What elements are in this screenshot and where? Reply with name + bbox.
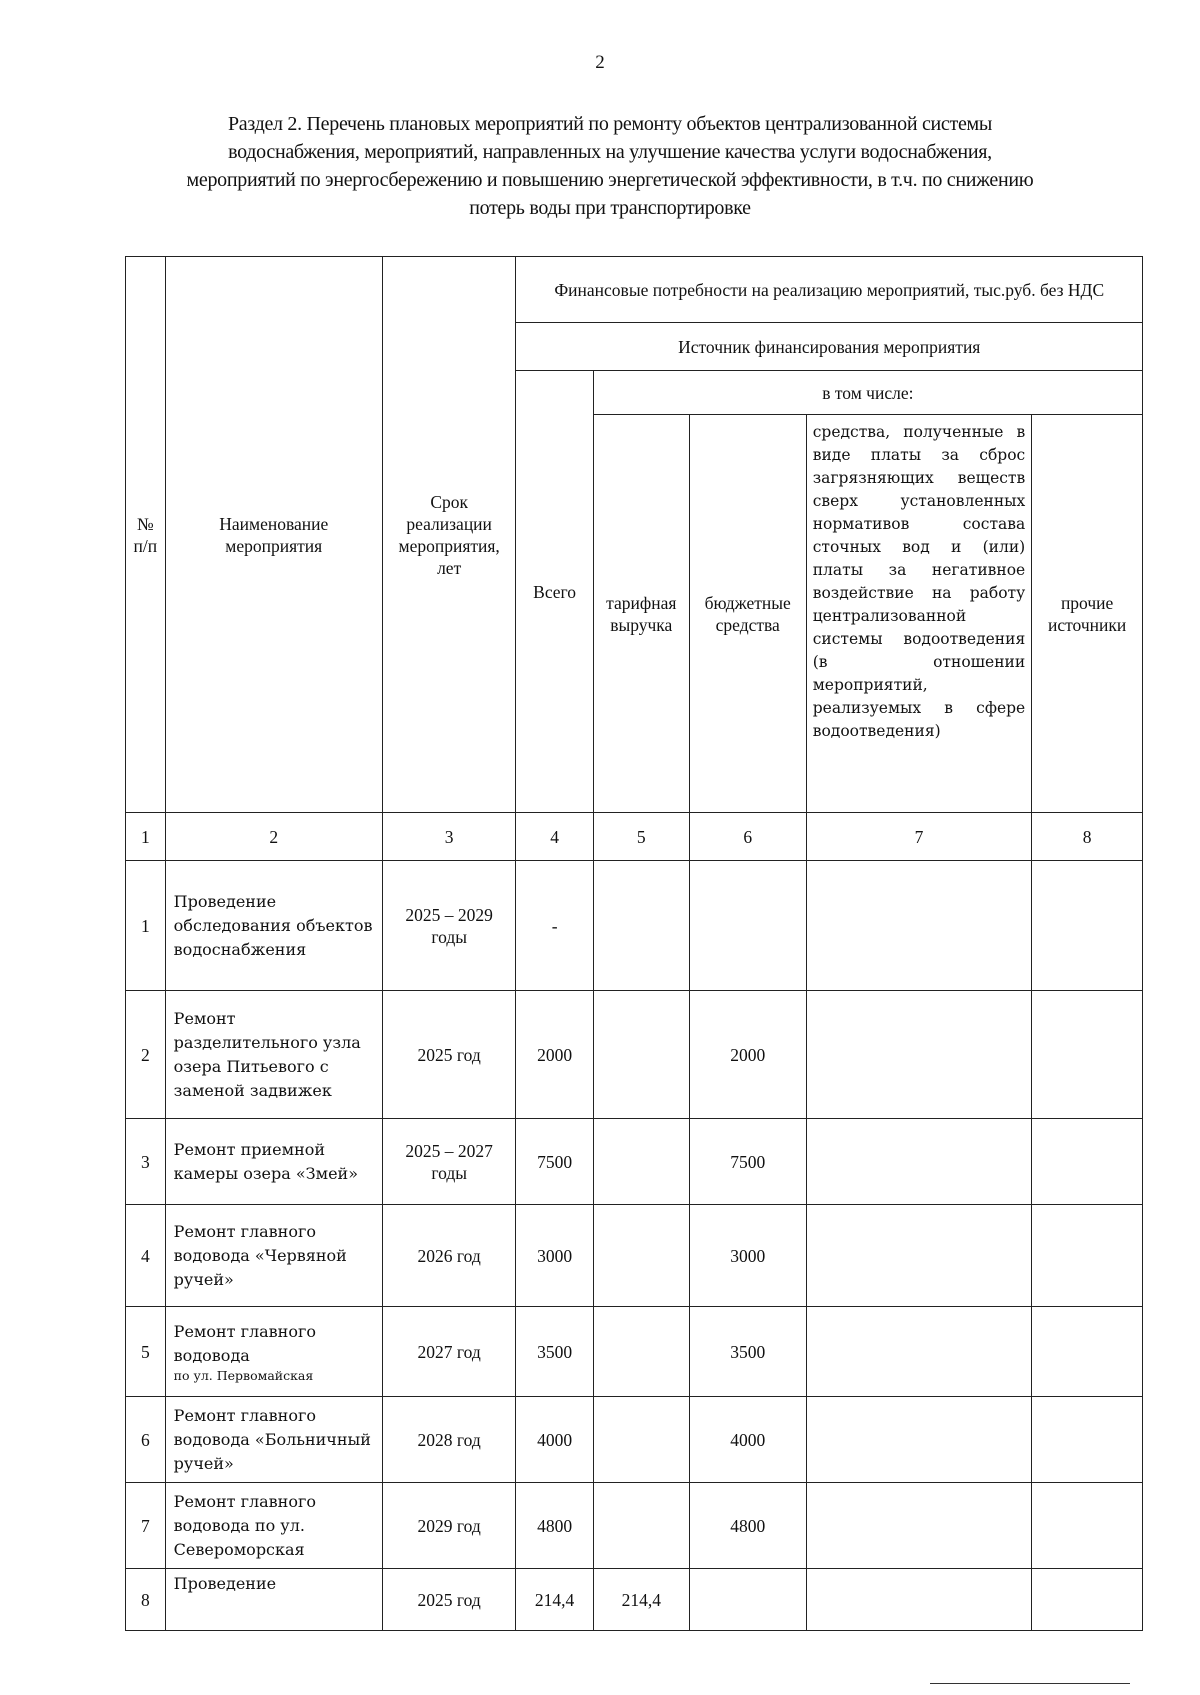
row-budget: 3500 bbox=[689, 1307, 806, 1397]
header-period: Срок реализации мероприятия, лет bbox=[382, 257, 516, 813]
row-budget: 3000 bbox=[689, 1205, 806, 1307]
row-num: 5 bbox=[126, 1307, 166, 1397]
row-tariff bbox=[593, 1307, 689, 1397]
row-period: 2026 год bbox=[382, 1205, 516, 1307]
row-fees bbox=[806, 1307, 1032, 1397]
header-tariff: тарифная выручка bbox=[593, 415, 689, 813]
row-budget bbox=[689, 1569, 806, 1631]
header-fees: средства, полученные в виде платы за сброс загрязняющих веществ сверх установленных нормативов состава сточных вод и (или) платы за негативное воздействие на работу централизованной системы водоотведения (в отношении мероприятий, реализуемых в сфере водоотведения) bbox=[806, 415, 1032, 813]
header-total: Всего bbox=[516, 371, 593, 813]
table-row bbox=[126, 1205, 1143, 1307]
section-title bbox=[140, 110, 1080, 222]
column-number: 4 bbox=[516, 813, 593, 861]
section-title-line: потерь воды при транспортировке bbox=[469, 197, 751, 219]
row-num: 3 bbox=[126, 1119, 166, 1205]
row-name: Ремонт главного водовода «Червяной ручей» bbox=[165, 1205, 382, 1307]
row-other bbox=[1032, 861, 1143, 991]
section-title-line: водоснабжения, мероприятий, направленных на улучшение качества услуги водоснабжения, bbox=[228, 141, 992, 163]
row-period: 2025 год bbox=[382, 1569, 516, 1631]
row-budget: 4000 bbox=[689, 1397, 806, 1483]
row-total: 4800 bbox=[516, 1483, 593, 1569]
row-total: 4000 bbox=[516, 1397, 593, 1483]
column-number: 6 bbox=[689, 813, 806, 861]
row-period: 2025 – 2029 годы bbox=[382, 861, 516, 991]
header-budget: бюджетные средства bbox=[689, 415, 806, 813]
row-total: 214,4 bbox=[516, 1569, 593, 1631]
row-total: 3000 bbox=[516, 1205, 593, 1307]
row-fees bbox=[806, 1119, 1032, 1205]
column-number: 5 bbox=[593, 813, 689, 861]
column-number: 8 bbox=[1032, 813, 1143, 861]
column-number: 3 bbox=[382, 813, 516, 861]
row-other bbox=[1032, 1483, 1143, 1569]
row-num: 6 bbox=[126, 1397, 166, 1483]
row-other bbox=[1032, 1397, 1143, 1483]
row-tariff bbox=[593, 1483, 689, 1569]
row-fees bbox=[806, 1483, 1032, 1569]
row-name: Ремонт главного водовода «Больничный ручей» bbox=[165, 1397, 382, 1483]
row-name: Проведение обследования объектов водоснабжения bbox=[165, 861, 382, 991]
table-row bbox=[126, 991, 1143, 1119]
row-other bbox=[1032, 1205, 1143, 1307]
section-title-line: Раздел 2. Перечень плановых мероприятий по ремонту объектов централизованной системы bbox=[227, 113, 993, 135]
row-fees bbox=[806, 1397, 1032, 1483]
row-budget: 4800 bbox=[689, 1483, 806, 1569]
row-budget bbox=[689, 861, 806, 991]
column-number: 7 bbox=[806, 813, 1032, 861]
header-source: Источник финансирования мероприятия bbox=[516, 323, 1143, 371]
row-name-text: Ремонт главного водовода bbox=[173, 1321, 316, 1365]
header-including: в том числе: bbox=[593, 371, 1142, 415]
row-tariff bbox=[593, 1205, 689, 1307]
table-row bbox=[126, 1307, 1143, 1397]
row-total: 3500 bbox=[516, 1307, 593, 1397]
header-other: прочие источники bbox=[1032, 415, 1143, 813]
row-num: 1 bbox=[126, 861, 166, 991]
row-fees bbox=[806, 991, 1032, 1119]
row-name: Ремонт главного водовода по ул. Североморская bbox=[165, 1483, 382, 1569]
row-budget: 2000 bbox=[689, 991, 806, 1119]
header-name: Наименование мероприятия bbox=[165, 257, 382, 813]
row-name: Проведение bbox=[165, 1569, 382, 1631]
column-number-row bbox=[126, 813, 1143, 861]
section-title-line: мероприятий по энергосбережению и повышению энергетической эффективности, в т.ч. по снижению bbox=[186, 169, 1034, 191]
column-number: 1 bbox=[126, 813, 166, 861]
table-row bbox=[126, 1569, 1143, 1631]
row-other bbox=[1032, 1119, 1143, 1205]
table-row bbox=[126, 1483, 1143, 1569]
row-other bbox=[1032, 1307, 1143, 1397]
row-num: 8 bbox=[126, 1569, 166, 1631]
row-name-sub: по ул. Первомайская bbox=[173, 1367, 314, 1383]
row-num: 2 bbox=[126, 991, 166, 1119]
footer-rule bbox=[930, 1683, 1130, 1684]
row-period: 2025 год bbox=[382, 991, 516, 1119]
row-period: 2027 год bbox=[382, 1307, 516, 1397]
row-tariff: 214,4 bbox=[593, 1569, 689, 1631]
activities-table bbox=[125, 256, 1143, 1631]
row-name bbox=[165, 1307, 382, 1397]
row-other bbox=[1032, 1569, 1143, 1631]
row-tariff bbox=[593, 1119, 689, 1205]
row-num: 7 bbox=[126, 1483, 166, 1569]
row-total: 7500 bbox=[516, 1119, 593, 1205]
row-tariff bbox=[593, 991, 689, 1119]
row-budget: 7500 bbox=[689, 1119, 806, 1205]
row-tariff bbox=[593, 1397, 689, 1483]
row-name: Ремонт приемной камеры озера «Змей» bbox=[165, 1119, 382, 1205]
row-tariff bbox=[593, 861, 689, 991]
row-period: 2029 год bbox=[382, 1483, 516, 1569]
row-fees bbox=[806, 1569, 1032, 1631]
row-num: 4 bbox=[126, 1205, 166, 1307]
table-row bbox=[126, 1397, 1143, 1483]
table-row bbox=[126, 1119, 1143, 1205]
row-fees bbox=[806, 861, 1032, 991]
page-number: 2 bbox=[595, 52, 605, 73]
row-total: 2000 bbox=[516, 991, 593, 1119]
column-number: 2 bbox=[165, 813, 382, 861]
row-total: - bbox=[516, 861, 593, 991]
row-name: Ремонт разделительного узла озера Питьевого с заменой задвижек bbox=[165, 991, 382, 1119]
row-fees bbox=[806, 1205, 1032, 1307]
row-period: 2025 – 2027 годы bbox=[382, 1119, 516, 1205]
table-row bbox=[126, 861, 1143, 991]
header-finance: Финансовые потребности на реализацию мероприятий, тыс.руб. без НДС bbox=[516, 257, 1143, 323]
header-num: № п/п bbox=[126, 257, 166, 813]
row-other bbox=[1032, 991, 1143, 1119]
row-period: 2028 год bbox=[382, 1397, 516, 1483]
